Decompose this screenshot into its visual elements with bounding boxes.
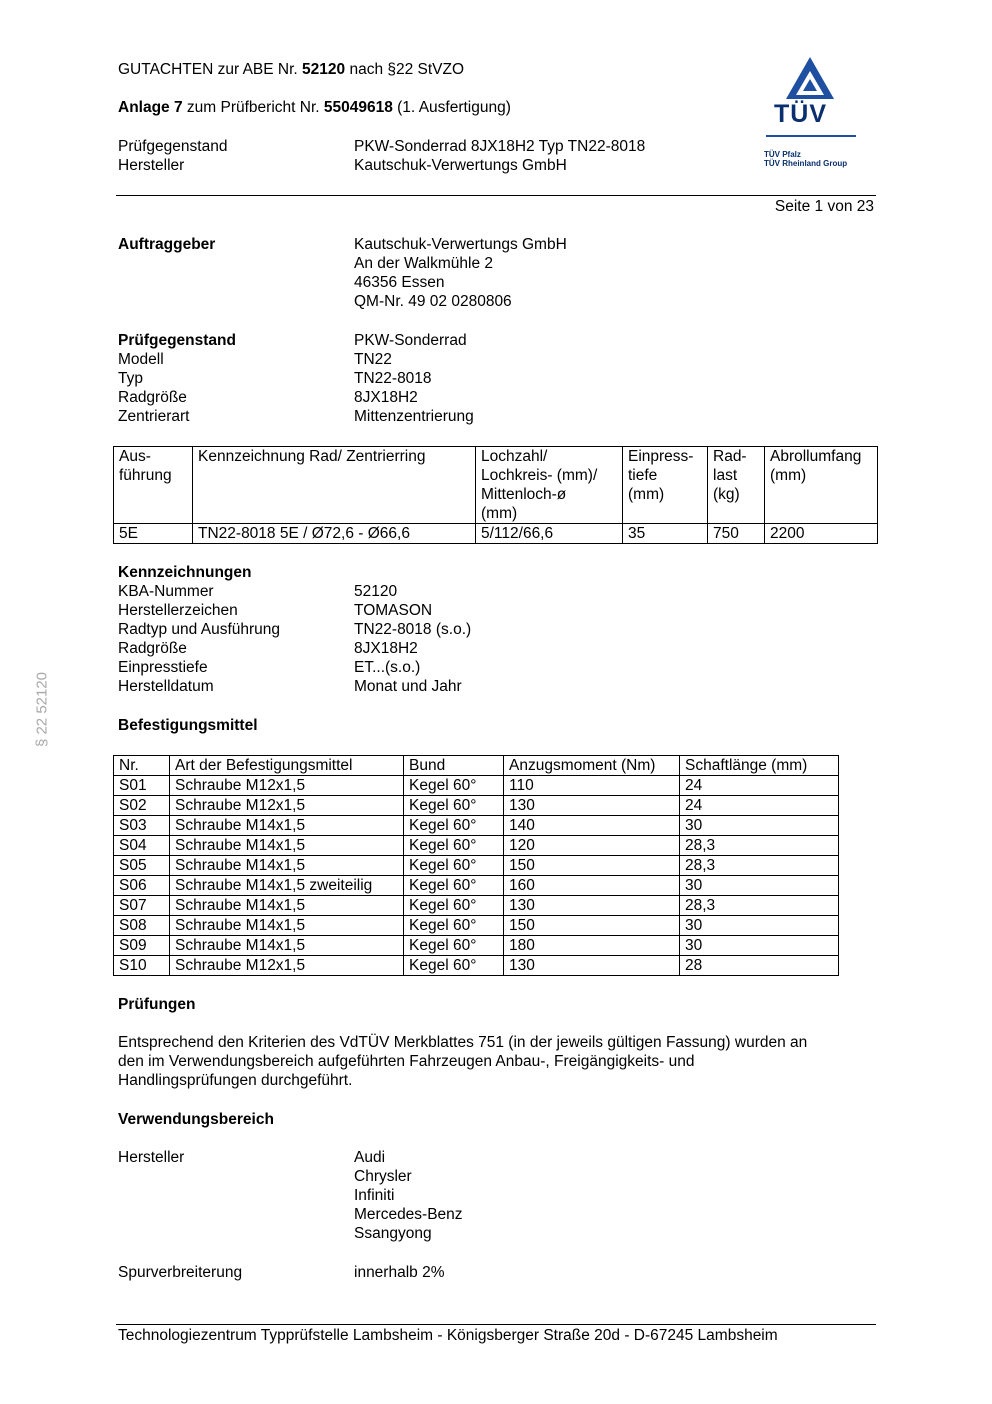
footer-divider bbox=[116, 1324, 876, 1325]
field-value: 8JX18H2 bbox=[354, 389, 418, 406]
table-header-row bbox=[114, 447, 878, 524]
table-cell: 110 bbox=[504, 776, 680, 796]
table-cell: 28,3 bbox=[680, 836, 839, 856]
table-row bbox=[114, 524, 878, 544]
qm-number: QM-Nr. 49 02 0280806 bbox=[354, 293, 512, 310]
table-header-cell: Rad- last (kg) bbox=[708, 447, 765, 524]
table-header-cell: Bund bbox=[404, 756, 504, 776]
table-header-cell: Kennzeichnung Rad/ Zentrierring bbox=[193, 447, 476, 524]
header-divider bbox=[116, 195, 876, 196]
table-cell: 160 bbox=[504, 876, 680, 896]
table-cell: S03 bbox=[114, 816, 170, 836]
field-label: Radgröße bbox=[118, 640, 187, 657]
list-item: Audi bbox=[354, 1149, 386, 1166]
table-cell: 150 bbox=[504, 916, 680, 936]
field-label: Prüfgegenstand bbox=[118, 332, 236, 349]
logo-rule bbox=[766, 135, 856, 137]
pruefungen-text bbox=[118, 1033, 878, 1090]
table-cell: Schraube M14x1,5 bbox=[170, 816, 404, 836]
header-line-1 bbox=[118, 60, 464, 79]
kennzeichnungen-values bbox=[354, 582, 471, 696]
spurverbreiterung-label: Spurverbreiterung bbox=[118, 1264, 243, 1281]
table-cell: Kegel 60° bbox=[404, 836, 504, 856]
table-header-cell: Schaftlänge (mm) bbox=[680, 756, 839, 776]
report-number: 55049618 bbox=[323, 99, 393, 116]
paragraph-line: den im Verwendungsbereich aufgeführten Fahrzeugen Anbau-, Freigängigkeits- und bbox=[118, 1053, 695, 1070]
field-label: Typ bbox=[118, 370, 143, 387]
table-cell: Schraube M14x1,5 bbox=[170, 916, 404, 936]
table-cell: Schraube M12x1,5 bbox=[170, 796, 404, 816]
list-item: Chrysler bbox=[354, 1168, 412, 1185]
table-cell: 28,3 bbox=[680, 856, 839, 876]
table-cell: Kegel 60° bbox=[404, 916, 504, 936]
abe-number: 52120 bbox=[302, 61, 346, 78]
table-cell: Schraube M14x1,5 zweiteilig bbox=[170, 876, 404, 896]
logo-brand: TÜV bbox=[774, 100, 827, 128]
table-cell: S04 bbox=[114, 836, 170, 856]
table-cell: 130 bbox=[504, 956, 680, 976]
table-cell: 30 bbox=[680, 816, 839, 836]
verwendung-hersteller-label: Hersteller bbox=[118, 1149, 185, 1166]
paragraph-line: Entsprechend den Kriterien des VdTÜV Merkblattes 751 (in der jeweils gültigen Fassung) wurden an bbox=[118, 1034, 808, 1051]
table-cell: S02 bbox=[114, 796, 170, 816]
table-cell: Kegel 60° bbox=[404, 936, 504, 956]
table-cell: 120 bbox=[504, 836, 680, 856]
table-cell: 30 bbox=[680, 936, 839, 956]
table-cell: 750 bbox=[708, 524, 765, 544]
field-value: Mittenzentrierung bbox=[354, 408, 474, 425]
anlage-label: Anlage 7 bbox=[118, 99, 183, 116]
table-cell: S05 bbox=[114, 856, 170, 876]
table-cell: 2200 bbox=[765, 524, 878, 544]
verwendung-hersteller-list bbox=[354, 1148, 463, 1243]
table-cell: Kegel 60° bbox=[404, 896, 504, 916]
table-cell: 28,3 bbox=[680, 896, 839, 916]
header-text: (1. Ausfertigung) bbox=[392, 99, 511, 116]
table-cell: Kegel 60° bbox=[404, 956, 504, 976]
ausfuehrung-table bbox=[113, 446, 878, 544]
table-header-cell: Einpress- tiefe (mm) bbox=[623, 447, 708, 524]
table-header-cell: Art der Befestigungsmittel bbox=[170, 756, 404, 776]
table-cell: 5/112/66,6 bbox=[476, 524, 623, 544]
table-cell: 30 bbox=[680, 876, 839, 896]
field-value: TN22-8018 (s.o.) bbox=[354, 621, 472, 638]
header-text: nach §22 StVZO bbox=[345, 61, 465, 78]
pruefgegenstand-labels bbox=[118, 331, 236, 426]
field-label: Herstelldatum bbox=[118, 678, 214, 695]
field-label: Radgröße bbox=[118, 389, 187, 406]
page-number: Seite 1 von 23 bbox=[774, 198, 874, 215]
table-cell: 140 bbox=[504, 816, 680, 836]
address-line: An der Walkmühle 2 bbox=[354, 255, 493, 272]
table-row bbox=[114, 896, 839, 916]
field-value: TOMASON bbox=[354, 602, 433, 619]
kennzeichnungen-title: Kennzeichnungen bbox=[118, 564, 252, 581]
field-label: Einpresstiefe bbox=[118, 659, 208, 676]
table-cell: Schraube M14x1,5 bbox=[170, 856, 404, 876]
table-row bbox=[114, 816, 839, 836]
table-cell: Kegel 60° bbox=[404, 816, 504, 836]
table-row bbox=[114, 776, 839, 796]
field-value: 52120 bbox=[354, 583, 398, 600]
table-cell: S01 bbox=[114, 776, 170, 796]
auftraggeber-address bbox=[354, 235, 567, 311]
table-cell: 28 bbox=[680, 956, 839, 976]
logo-sub-1: TÜV Pfalz bbox=[764, 150, 801, 159]
table-cell: 35 bbox=[623, 524, 708, 544]
table-cell: Schraube M12x1,5 bbox=[170, 776, 404, 796]
spurverbreiterung-value: innerhalb 2% bbox=[354, 1264, 445, 1281]
header-text: GUTACHTEN zur ABE Nr. bbox=[118, 61, 303, 78]
table-cell: Kegel 60° bbox=[404, 776, 504, 796]
list-item: Ssangyong bbox=[354, 1225, 432, 1242]
table-cell: Kegel 60° bbox=[404, 856, 504, 876]
table-cell: 5E bbox=[114, 524, 193, 544]
table-row bbox=[114, 956, 839, 976]
kennzeichnungen-labels bbox=[118, 582, 280, 696]
table-cell: S09 bbox=[114, 936, 170, 956]
address-line: Kautschuk-Verwertungs GmbH bbox=[354, 236, 567, 253]
header-pruef-value: PKW-Sonderrad 8JX18H2 Typ TN22-8018 bbox=[354, 138, 646, 155]
table-cell: S06 bbox=[114, 876, 170, 896]
table-cell: 150 bbox=[504, 856, 680, 876]
table-row bbox=[114, 876, 839, 896]
paragraph-line: Handlingsprüfungen durchgeführt. bbox=[118, 1072, 353, 1089]
tuv-logo bbox=[760, 55, 860, 173]
pruefgegenstand-values bbox=[354, 331, 474, 426]
footer-text: Technologiezentrum Typprüfstelle Lambsheim - Königsberger Straße 20d - D-67245 Lambsheim bbox=[118, 1327, 778, 1344]
logo-sub-2: TÜV Rheinland Group bbox=[764, 159, 848, 168]
table-cell: 130 bbox=[504, 796, 680, 816]
table-row bbox=[114, 836, 839, 856]
list-item: Mercedes-Benz bbox=[354, 1206, 463, 1223]
field-value: Monat und Jahr bbox=[354, 678, 462, 695]
field-label: Modell bbox=[118, 351, 164, 368]
table-cell: 24 bbox=[680, 776, 839, 796]
befestigung-table bbox=[113, 755, 839, 976]
header-herst-label: Hersteller bbox=[118, 157, 185, 174]
side-margin-text: § 22 52120 bbox=[33, 671, 51, 748]
field-value: PKW-Sonderrad bbox=[354, 332, 467, 349]
table-cell: S07 bbox=[114, 896, 170, 916]
field-value: TN22 bbox=[354, 351, 392, 368]
table-header-cell: Anzugsmoment (Nm) bbox=[504, 756, 680, 776]
table-cell: Schraube M14x1,5 bbox=[170, 836, 404, 856]
table-cell: Schraube M14x1,5 bbox=[170, 936, 404, 956]
list-item: Infiniti bbox=[354, 1187, 395, 1204]
table-row bbox=[114, 796, 839, 816]
table-row bbox=[114, 916, 839, 936]
field-label: Zentrierart bbox=[118, 408, 190, 425]
table-header-cell: Aus- führung bbox=[114, 447, 193, 524]
table-cell: Schraube M12x1,5 bbox=[170, 956, 404, 976]
field-label: Radtyp und Ausführung bbox=[118, 621, 281, 638]
table-cell: 130 bbox=[504, 896, 680, 916]
table-header-cell: Abrollumfang (mm) bbox=[765, 447, 878, 524]
field-value: 8JX18H2 bbox=[354, 640, 418, 657]
field-label: Herstellerzeichen bbox=[118, 602, 238, 619]
table-header-row bbox=[114, 756, 839, 776]
header-pruef-label: Prüfgegenstand bbox=[118, 138, 228, 155]
pruefungen-title: Prüfungen bbox=[118, 996, 196, 1013]
table-row bbox=[114, 856, 839, 876]
table-cell: 24 bbox=[680, 796, 839, 816]
auftraggeber-label: Auftraggeber bbox=[118, 236, 216, 253]
table-cell: 30 bbox=[680, 916, 839, 936]
table-row bbox=[114, 936, 839, 956]
table-cell: 180 bbox=[504, 936, 680, 956]
befestigung-title: Befestigungsmittel bbox=[118, 717, 258, 734]
verwendung-title: Verwendungsbereich bbox=[118, 1111, 274, 1128]
table-cell: S10 bbox=[114, 956, 170, 976]
table-cell: Kegel 60° bbox=[404, 796, 504, 816]
header-herst-value: Kautschuk-Verwertungs GmbH bbox=[354, 157, 567, 174]
table-cell: Schraube M14x1,5 bbox=[170, 896, 404, 916]
logo-subtitle bbox=[764, 150, 847, 168]
table-cell: Kegel 60° bbox=[404, 876, 504, 896]
header-line-2 bbox=[118, 98, 511, 117]
field-value: ET...(s.o.) bbox=[354, 659, 421, 676]
table-header-cell: Lochzahl/ Lochkreis- (mm)/ Mittenloch-ø (mm) bbox=[476, 447, 623, 524]
address-line: 46356 Essen bbox=[354, 274, 445, 291]
header-text: zum Prüfbericht Nr. bbox=[182, 99, 324, 116]
table-header-cell: Nr. bbox=[114, 756, 170, 776]
field-value: TN22-8018 bbox=[354, 370, 432, 387]
table-cell: TN22-8018 5E / Ø72,6 - Ø66,6 bbox=[193, 524, 476, 544]
field-label: KBA-Nummer bbox=[118, 583, 214, 600]
table-cell: S08 bbox=[114, 916, 170, 936]
